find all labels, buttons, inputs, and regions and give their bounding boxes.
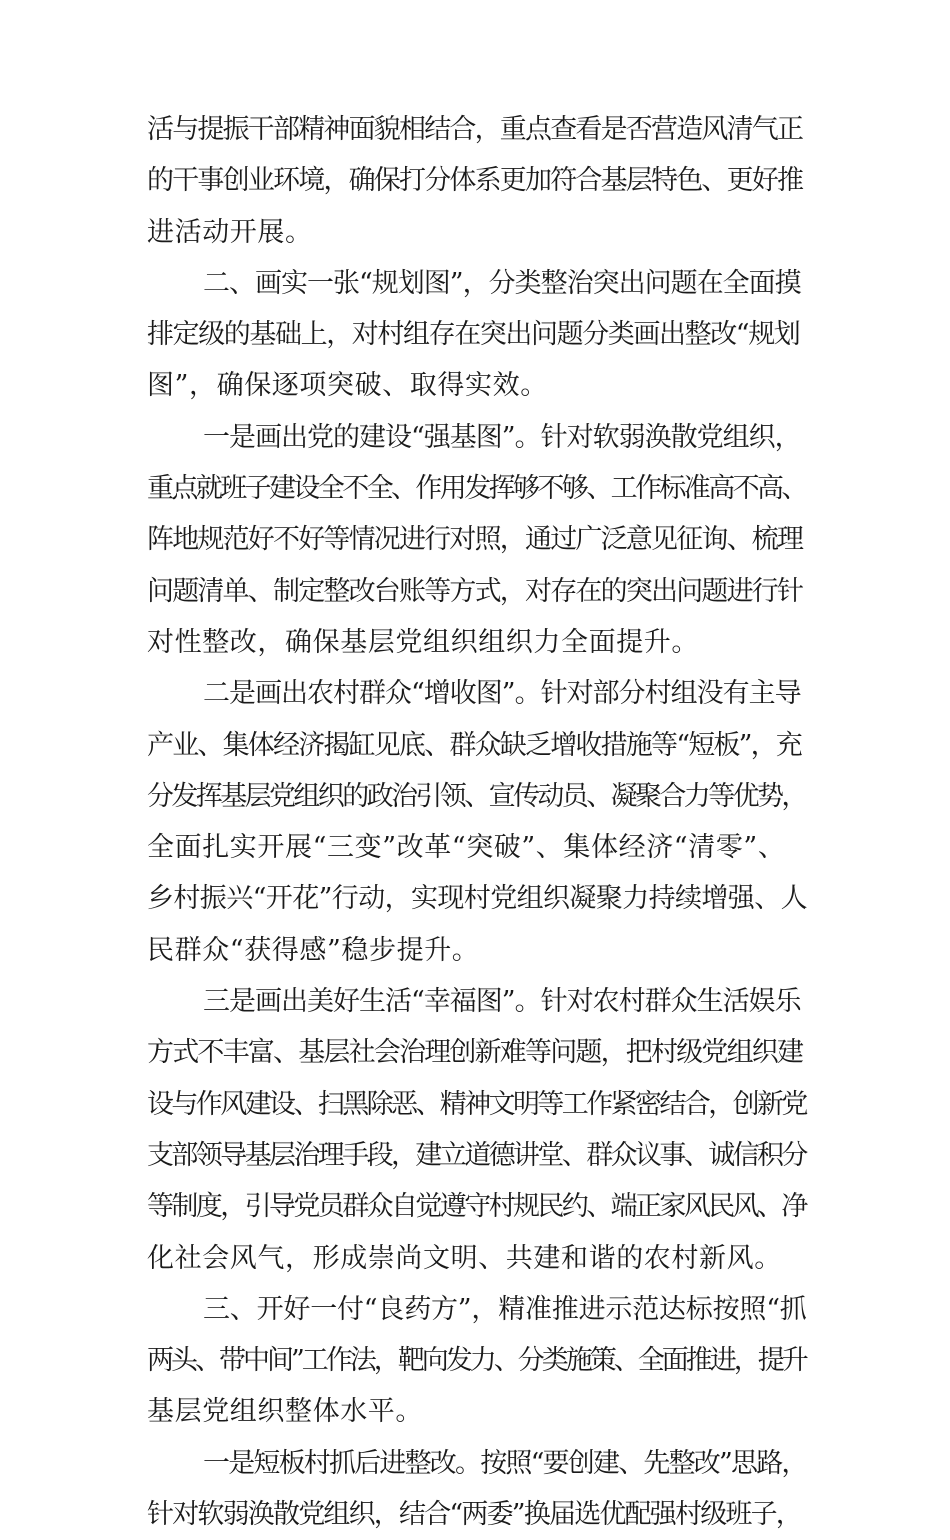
text-line: 化社会风气，形成崇尚文明、共建和谐的农村新风。	[147, 1242, 782, 1274]
text-line: 等制度，引导党员群众自觉遵守村规民约、端正家风民风、净	[147, 1191, 806, 1223]
text-line: 问题清单、制定整改台账等方式，对存在的突出问题进行针	[147, 575, 803, 607]
text-line: 图”，确保逐项突破、取得实效。	[147, 370, 548, 402]
text-line: 产业、集体经济揭缸见底、群众缺乏增收措施等“短板”，充	[147, 729, 802, 761]
document-body	[147, 104, 808, 1540]
text-line: 进活动开展。	[147, 216, 313, 248]
text-line: 乡村振兴“开花”行动，实现村党组织凝聚力持续增强、人	[147, 883, 808, 915]
text-line: 全面扎实开展“三变”改革“突破”、集体经济“清零”、	[147, 832, 786, 864]
text-line: 针对软弱涣散党组织，结合“两委”换届选优配强村级班子，	[147, 1499, 802, 1531]
text-line: 的干事创业环境，确保打分体系更加符合基层特色、更好推	[147, 165, 803, 197]
text-line: 两头、带中间”工作法，靶向发力、分类施策、全面推进，提升	[147, 1345, 806, 1377]
text-line: 支部领导基层治理手段，建立道德讲堂、群众议事、诚信积分	[147, 1139, 806, 1171]
text-line: 设与作风建设、扫黑除恶、精神文明等工作紧密结合，创新党	[147, 1088, 806, 1120]
text-line: 活与提振干部精神面貌相结合，重点查看是否营造风清气正	[147, 114, 803, 145]
paragraph-first-line: 一是短板村抓后进整改。按照“要创建、先整改”思路，	[203, 1447, 807, 1479]
paragraph-first-line: 三、开好一付“良药方”，精准推进示范达标按照“抓	[203, 1293, 807, 1325]
text-line: 阵地规范好不好等情况进行对照，通过广泛意见征询、梳理	[147, 524, 803, 556]
text-line: 方式不丰富、基层社会治理创新难等问题，把村级党组织建	[147, 1037, 803, 1069]
paragraph-first-line: 二、画实一张“规划图”，分类整治突出问题在全面摸	[203, 267, 801, 299]
text-line: 排定级的基础上，对村组存在突出问题分类画出整改“规划	[147, 319, 800, 351]
paragraph-first-line: 三是画出美好生活“幸福图”。针对农村群众生活娱乐	[203, 986, 801, 1018]
paragraph-first-line: 二是画出农村群众“增收图”。针对部分村组没有主导	[203, 678, 801, 710]
text-line: 对性整改，确保基层党组织组织力全面提升。	[147, 626, 699, 658]
text-line: 重点就班子建设全不全、作用发挥够不够、工作标准高不高、	[147, 473, 806, 505]
text-line: 基层党组织整体水平。	[147, 1396, 423, 1428]
text-line: 民群众“获得感”稳步提升。	[147, 934, 480, 966]
paragraph-first-line: 一是画出党的建设“强基图”。针对软弱涣散党组织，	[203, 421, 801, 453]
text-line: 分发挥基层党组织的政治引领、宣传动员、凝聚合力等优势，	[147, 780, 806, 812]
